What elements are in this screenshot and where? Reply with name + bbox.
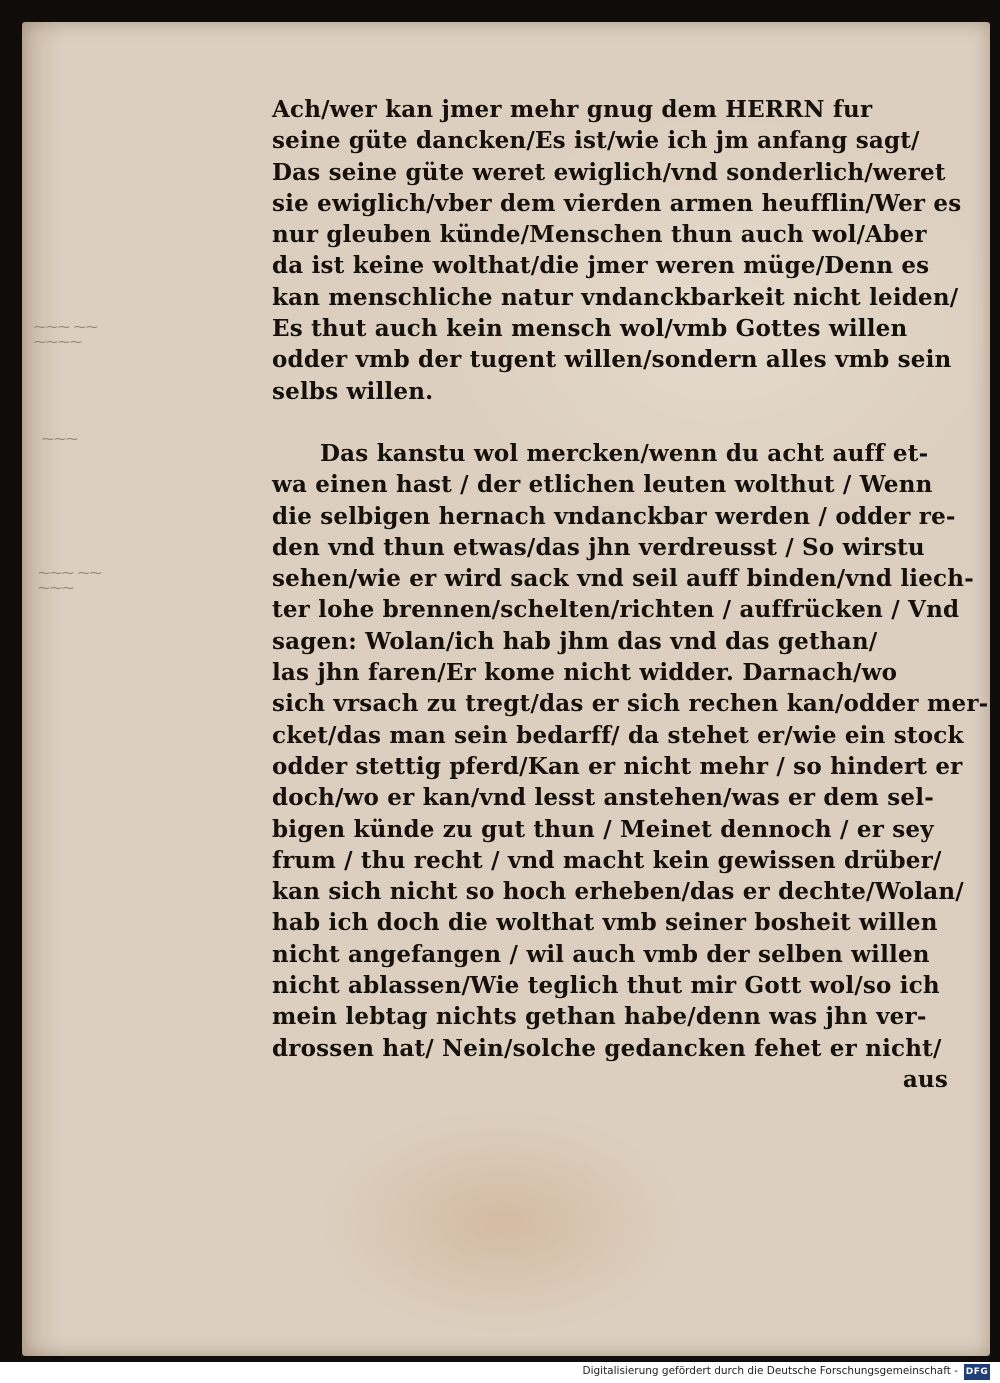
- text-line: las jhn faren/Er kome nicht widder. Darnach/wo: [272, 659, 898, 687]
- text-line: Das seine güte weret ewiglich/vnd sonderlich/weret: [272, 158, 946, 186]
- text-line: die selbigen hernach vndanckbar werden / odder re-: [272, 502, 956, 530]
- text-line: hab ich doch die wolthat vmb seiner bosheit willen: [272, 909, 938, 937]
- text-line: da ist keine wolthat/die jmer weren müge/Denn es: [272, 252, 930, 280]
- paragraph-gap: [272, 407, 972, 438]
- body-text: [272, 94, 989, 1095]
- marginal-annotation: ⁓⁓⁓ ⁓⁓ ⁓⁓⁓: [38, 566, 102, 595]
- text-line: seine güte dancken/Es ist/wie ich jm anfang sagt/: [272, 127, 920, 155]
- text-line: odder vmb der tugent willen/sondern alles vmb sein: [272, 346, 952, 374]
- text-line: sehen/wie er wird sack vnd seil auff binden/vnd liech-: [272, 565, 974, 593]
- text-line: odder stettig pferd/Kan er nicht mehr / so hindert er: [272, 752, 963, 780]
- text-line: sie ewiglich/vber dem vierden armen heufflin/Wer es: [272, 189, 962, 217]
- book-page: [22, 22, 990, 1356]
- catchword: aus: [902, 1065, 948, 1093]
- text-line: den vnd thun etwas/das jhn verdreusst / So wirstu: [272, 533, 925, 561]
- text-line: nur gleuben künde/Menschen thun auch wol/Aber: [272, 221, 927, 249]
- text-line: mein lebtag nichts gethan habe/denn was jhn ver-: [272, 1003, 927, 1031]
- text-line: sich vrsach zu tregt/das er sich rechen kan/odder mer-: [272, 690, 989, 718]
- digitization-credit: Digitalisierung gefördert durch die Deutsche Forschungsgemeinschaft -: [582, 1365, 958, 1377]
- text-line: nicht angefangen / wil auch vmb der selben willen: [272, 940, 930, 968]
- dfg-logo: DFG: [964, 1364, 990, 1380]
- text-line: Das kanstu wol mercken/wenn du acht auff et-: [320, 439, 929, 467]
- text-line: Ach/wer kan jmer mehr gnug dem HERRN fur: [272, 96, 873, 123]
- text-line: kan menschliche natur vndanckbarkeit nicht leiden/: [272, 283, 959, 311]
- text-line: bigen künde zu gut thun / Meinet dennoch / er sey: [272, 815, 934, 843]
- text-line: wa einen hast / der etlichen leuten wolthut / Wenn: [272, 471, 933, 499]
- marginal-annotation: ⁓⁓⁓: [42, 432, 78, 446]
- marginal-annotation: ⁓⁓⁓ ⁓⁓ ⁓⁓⁓⁓: [34, 320, 98, 349]
- text-line: selbs willen.: [272, 377, 434, 405]
- text-line: kan sich nicht so hoch erheben/das er dechte/Wolan/: [272, 878, 964, 906]
- text-line: cket/das man sein bedarff/ da stehet er/wie ein stock: [272, 721, 964, 749]
- text-line: Es thut auch kein mensch wol/vmb Gottes willen: [272, 315, 908, 343]
- text-line: frum / thu recht / vnd macht kein gewissen drüber/: [272, 846, 942, 874]
- text-line: sagen: Wolan/ich hab jhm das vnd das gethan/: [272, 627, 878, 655]
- text-line: ter lohe brennen/schelten/richten / auffrücken / Vnd: [272, 596, 960, 624]
- text-line: nicht ablassen/Wie teglich thut mir Gott wol/so ich: [272, 972, 940, 1000]
- text-line: drossen hat/ Nein/solche gedancken fehet er nicht/: [272, 1034, 942, 1062]
- text-line: doch/wo er kan/vnd lesst anstehen/was er dem sel-: [272, 784, 934, 812]
